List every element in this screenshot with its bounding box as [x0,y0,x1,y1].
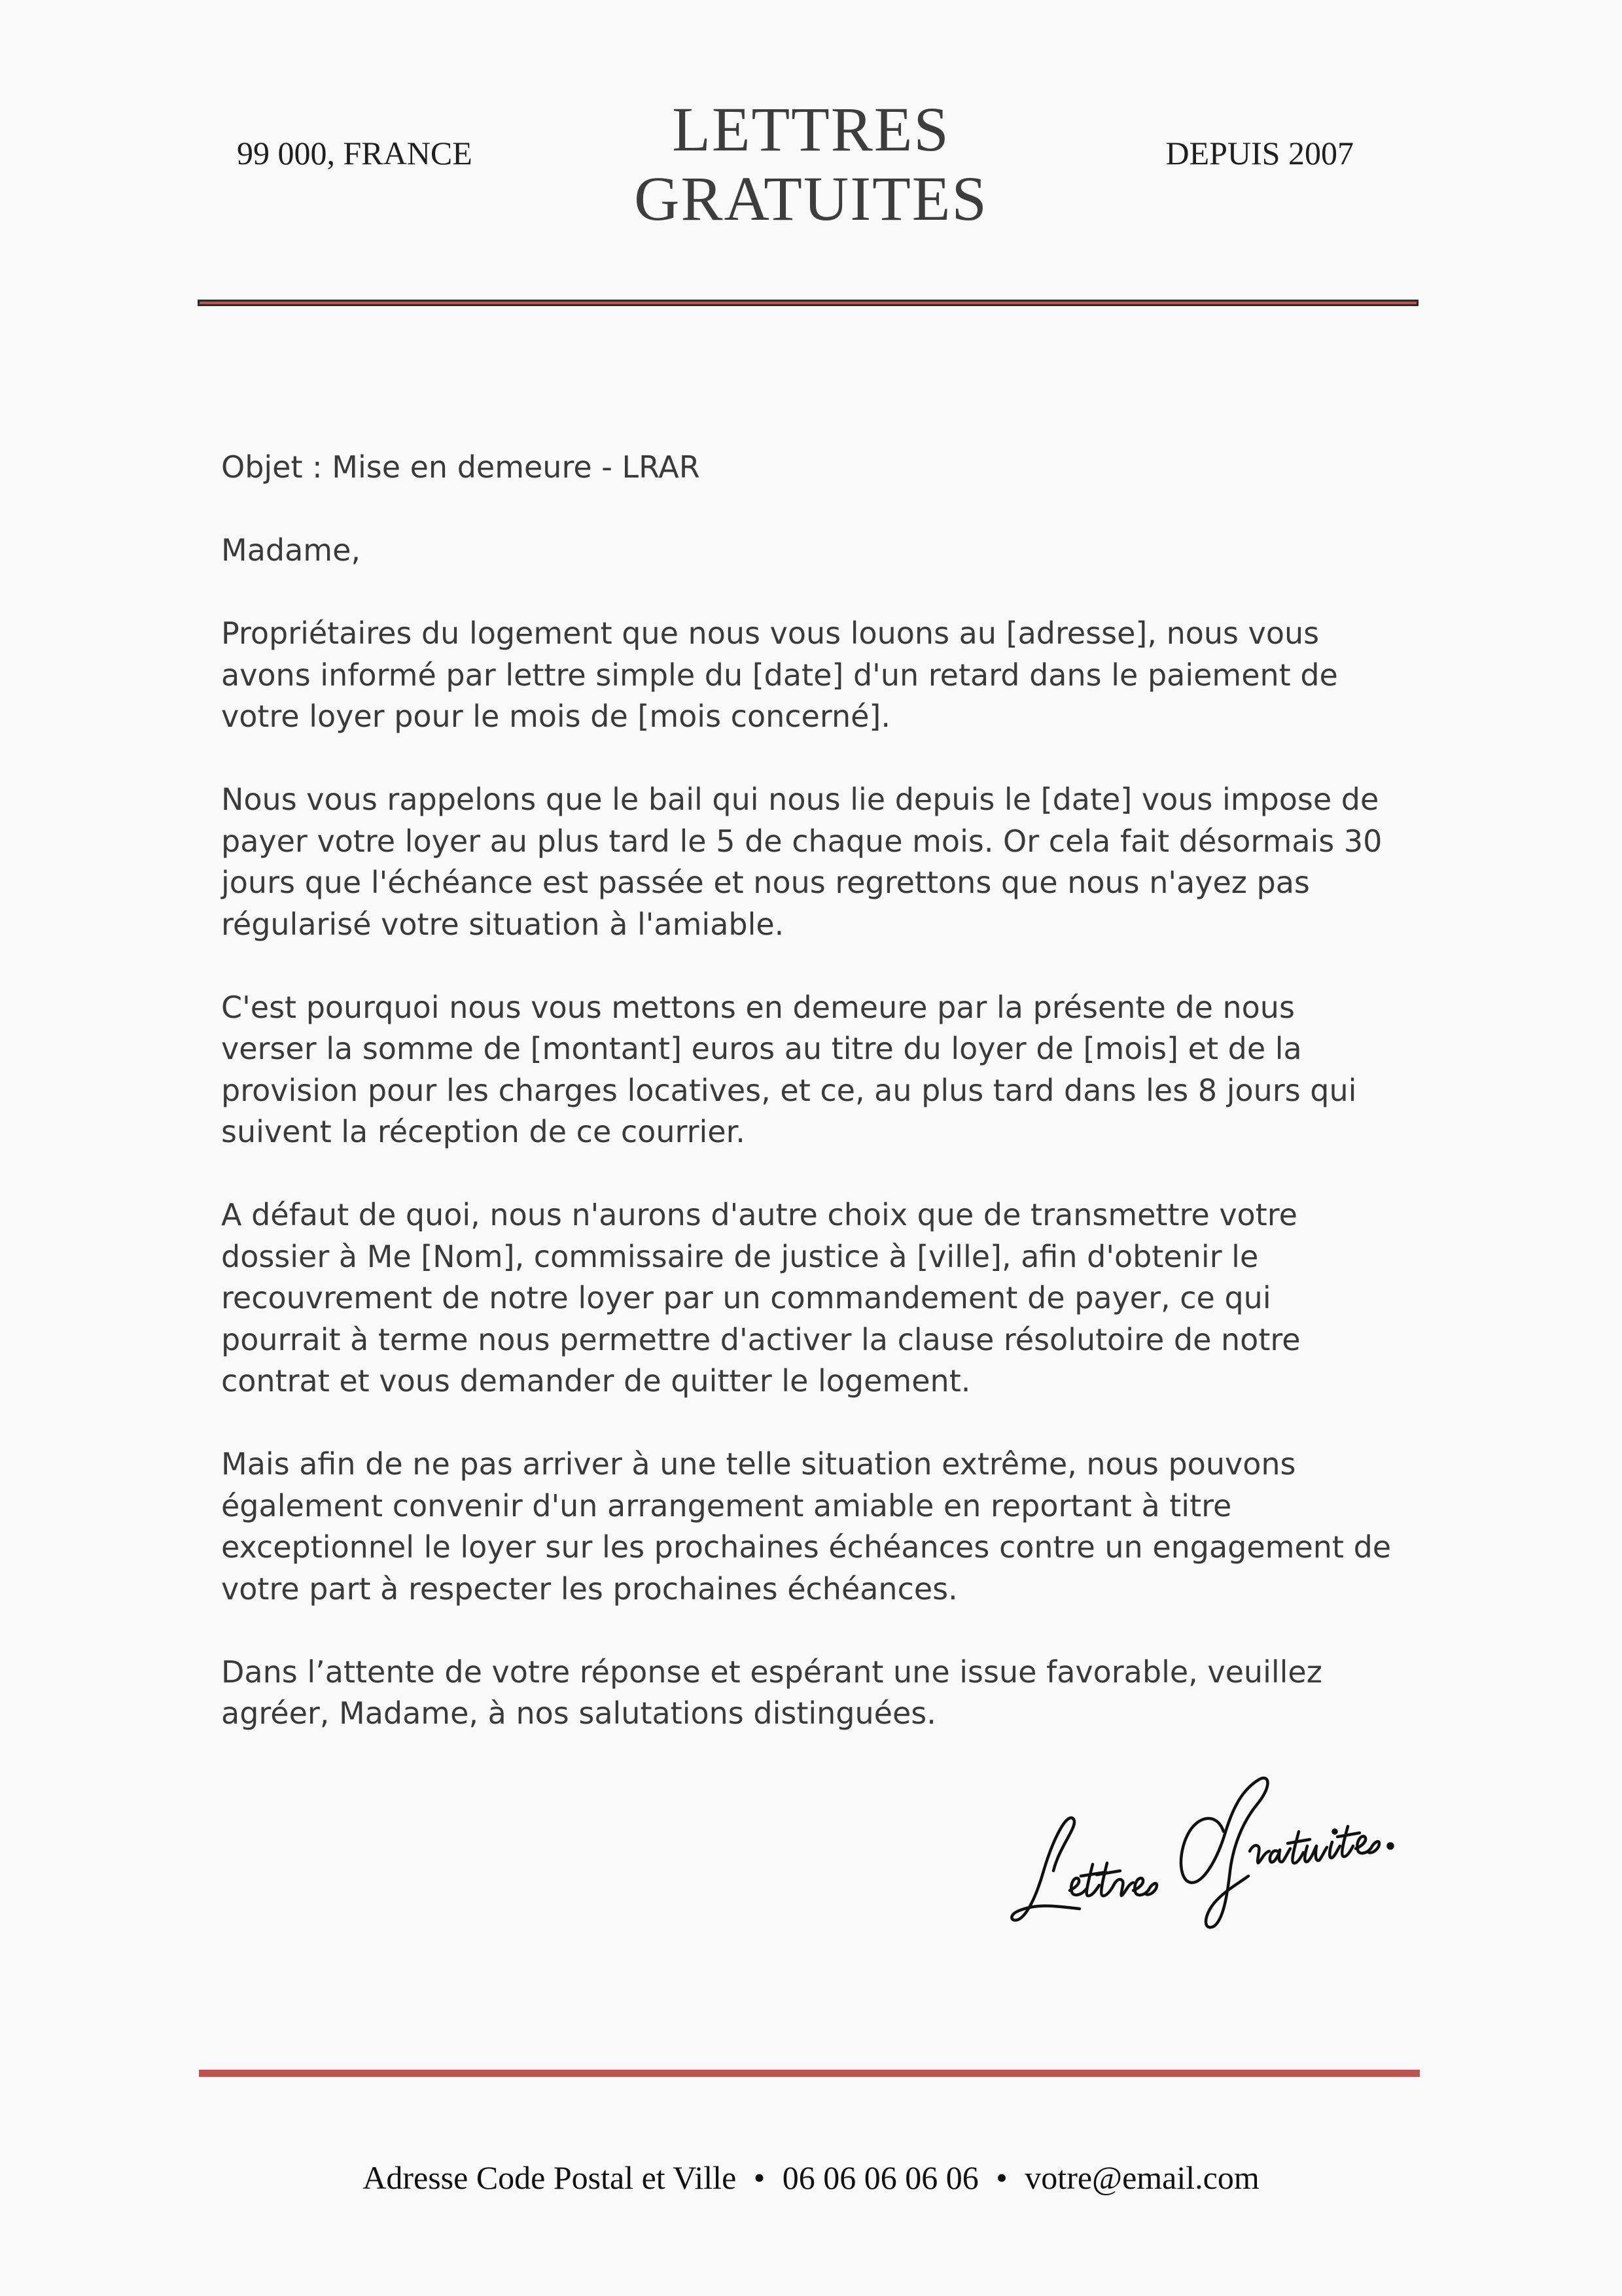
header-since: DEPUIS 2007 [1165,135,1354,171]
letter-paragraph: Propriétaires du logement que nous vous louons au [adresse], nous vous avons informé par lettre simple du [date] d'un retard dans le paiement de votre loyer pour le mois de [mois concerné]. [221,616,1338,734]
letter-salutation: Madame, [221,532,361,568]
footer-email: votre@email.com [1025,2159,1260,2196]
footer-address: Adresse Code Postal et Ville [362,2159,737,2196]
letter-paragraph: C'est pourquoi nous vous mettons en demeure par la présente de nous verser la somme de [montant] euros au titre du loyer de [mois] et de la provision pour les charges locatives, et ce, au plus tard dans les 8 jours qui suivent la réception de ce courrier. [221,989,1357,1149]
footer-phone: 06 06 06 06 06 [782,2159,979,2196]
page-title-line-1: LETTRES [672,94,950,164]
letter-paragraph: A défaut de quoi, nous n'aurons d'autre choix que de transmettre votre dossier à Me [Nom], commissaire de justice à [ville], afin d'obtenir le recouvrement de notre loyer par un commandement de payer, ce qui pourrait à terme nous permettre d'activer la clause résolutoire de notre contrat et vous demander de quitter le logement. [221,1197,1301,1399]
footer-separator: • [996,2159,1008,2196]
letter-subject: Objet : Mise en demeure - LRAR [221,449,700,485]
footer-contact [0,2159,1622,2197]
letter-paragraph: Mais afin de ne pas arriver à une telle situation extrême, nous pouvons également convenir d'un arrangement amiable en reportant à titre exceptionnel le loyer sur les prochaines échéances contre un engagement de votre part à respecter les prochaines échéances. [221,1446,1392,1607]
letter-body [221,447,1399,1735]
letter-closing: Dans l’attente de votre réponse et espérant une issue favorable, veuillez agréer, Madame, à nos salutations distinguées. [221,1654,1322,1731]
header-location: 99 000, FRANCE [237,135,472,171]
page-title [0,95,1622,234]
letter-paragraph: Nous vous rappelons que le bail qui nous lie depuis le [date] vous impose de payer votre loyer au plus tard le 5 de chaque mois. Or cela fait désormais 30 jours que l'échéance est passée et nous regrettons que nous n'ayez pas régularisé votre situation à l'amiable. [221,782,1383,942]
footer-separator: • [753,2159,766,2196]
handwritten-signature [1008,1766,1400,1936]
footer-divider [199,2070,1420,2077]
header-divider [198,300,1419,306]
page-title-line-2: GRATUITES [634,164,988,234]
